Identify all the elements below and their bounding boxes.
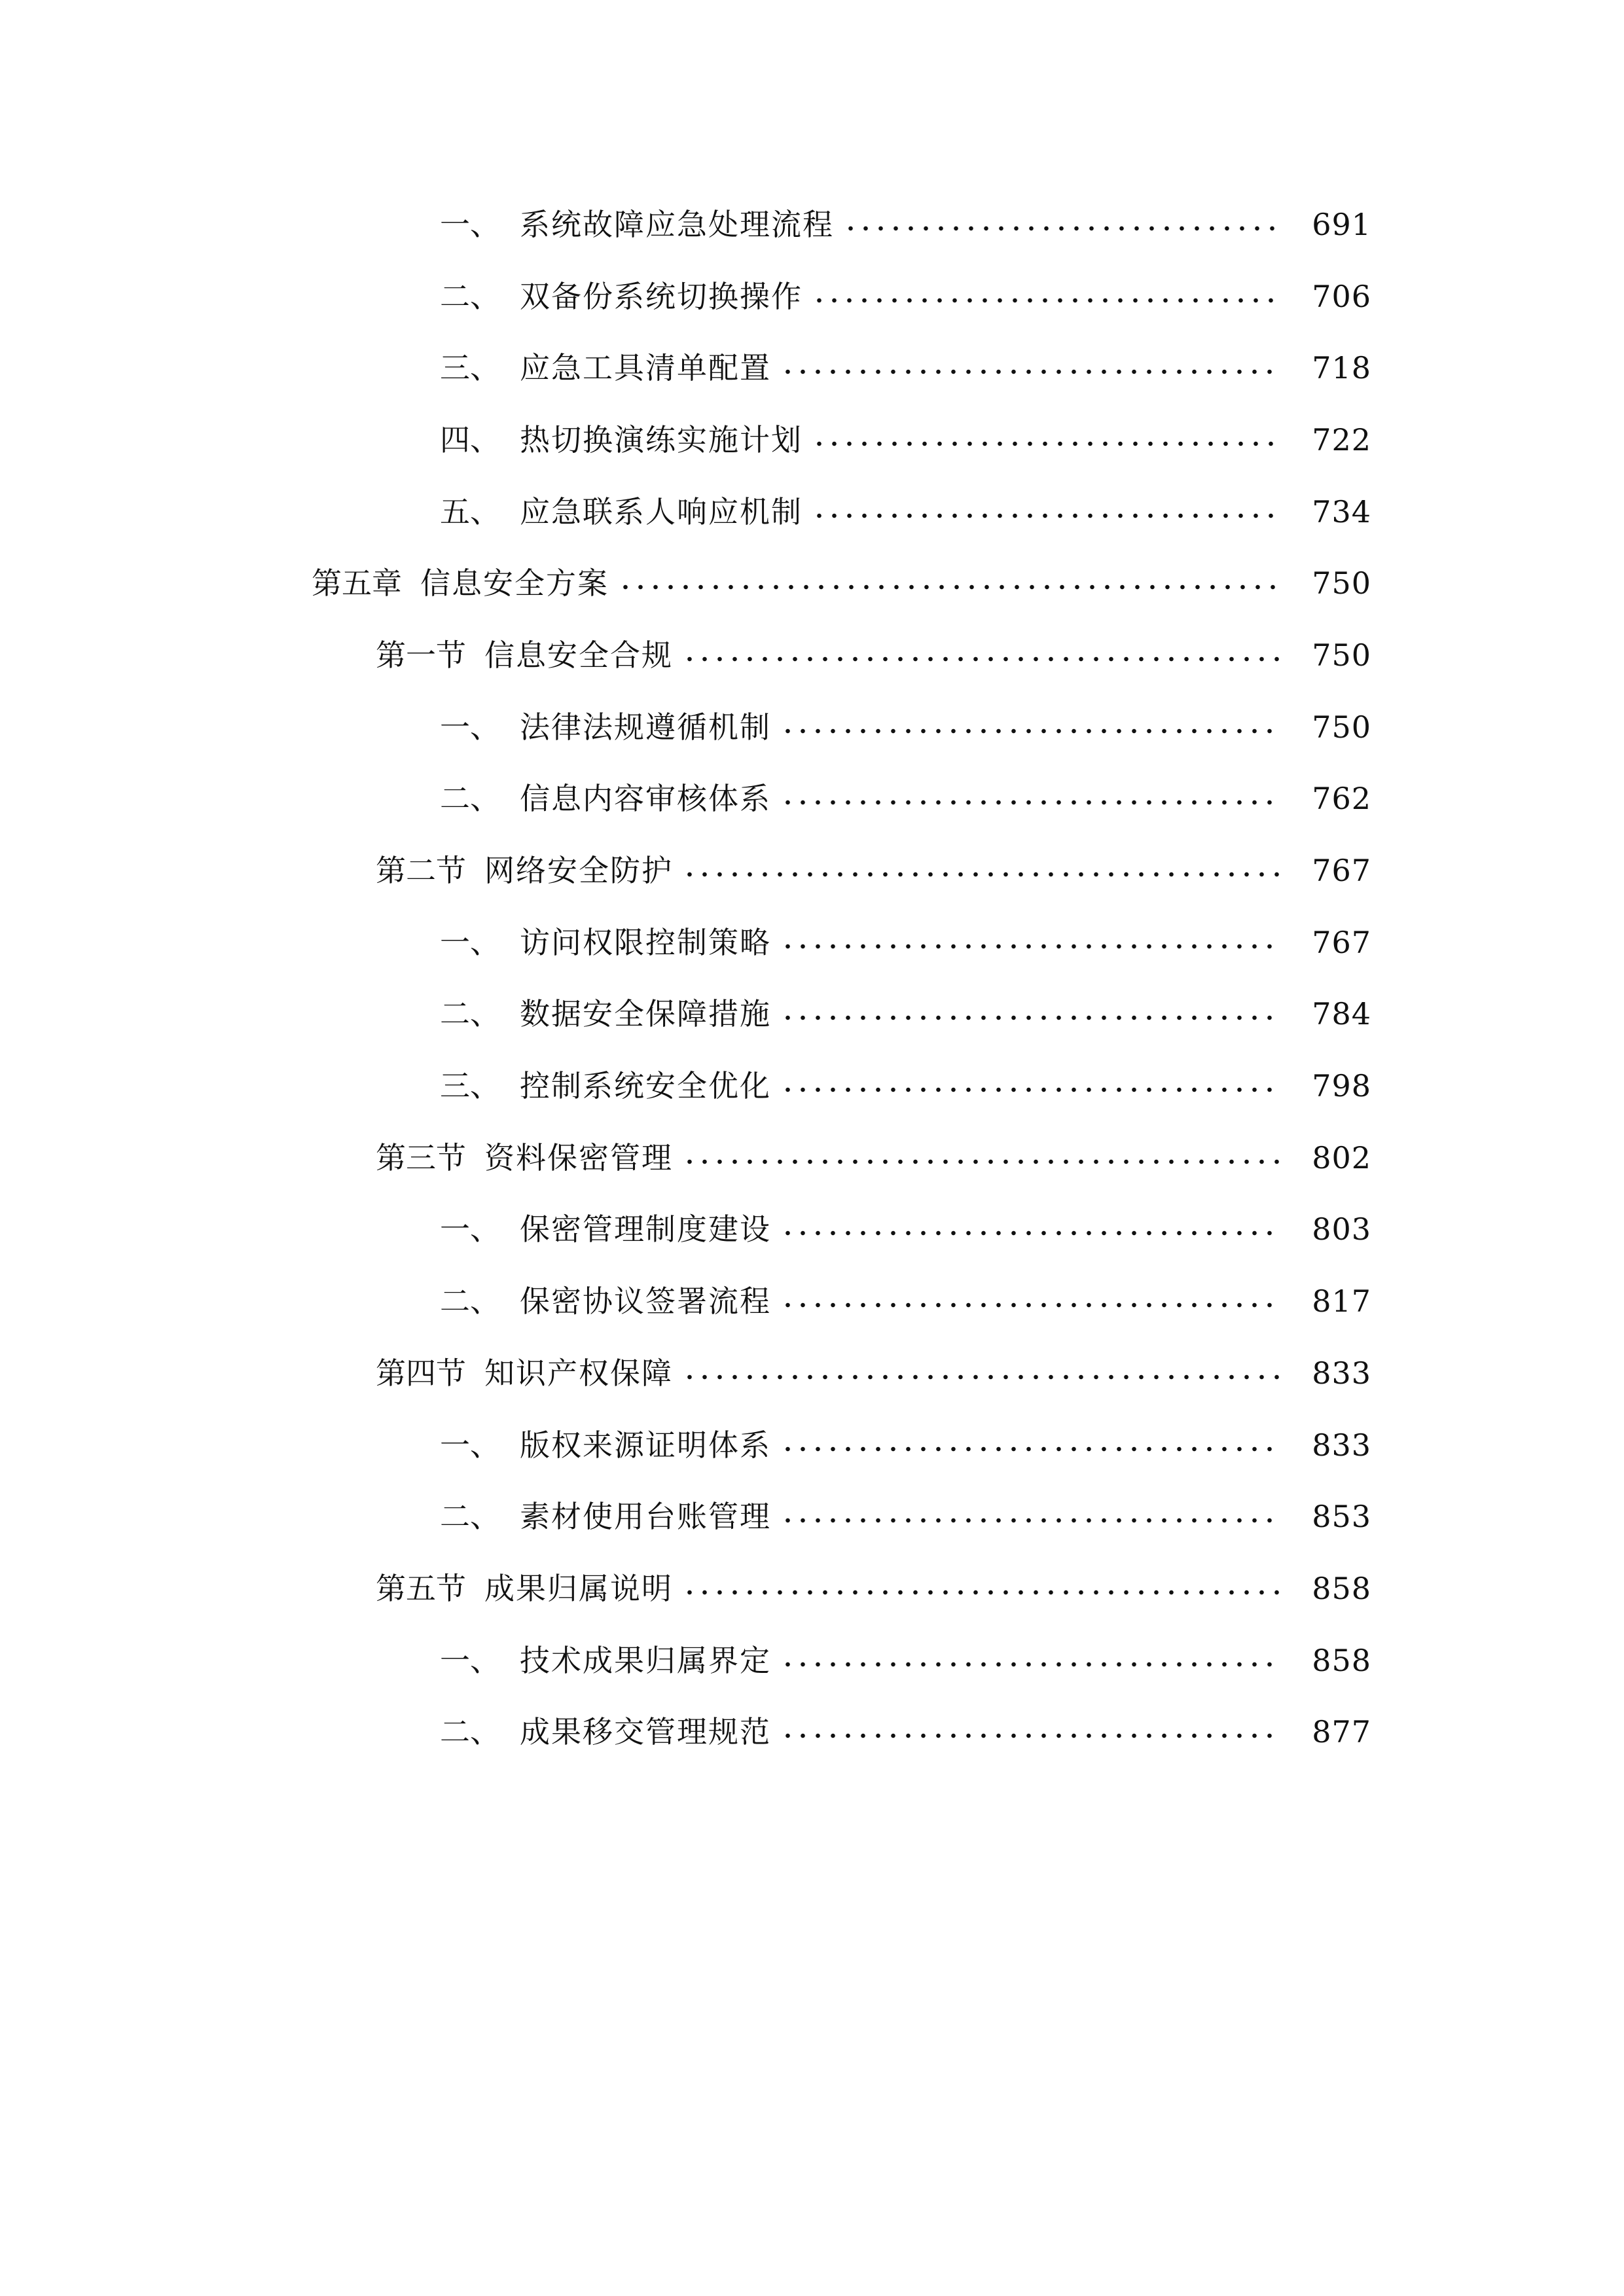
toc-entry-page: 706 (1312, 278, 1371, 314)
table-of-contents (0, 188, 1624, 1768)
toc-entry-page: 767 (1312, 924, 1371, 960)
toc-entry-page: 762 (1312, 781, 1371, 817)
toc-entry-page: 803 (1312, 1211, 1371, 1247)
toc-entry-marker: 二、 (440, 1714, 500, 1750)
toc-entry-title: 成果归属说明 (484, 1570, 673, 1606)
toc-entry-title: 信息内容审核体系 (520, 781, 771, 817)
toc-entry[interactable] (0, 1480, 1624, 1552)
dot-leader (812, 297, 1282, 304)
toc-entry-marker: 第五章 (312, 565, 402, 601)
toc-entry-page: 784 (1312, 996, 1371, 1032)
toc-entry-title: 技术成果归属界定 (520, 1642, 771, 1678)
toc-entry-page: 750 (1312, 709, 1371, 745)
toc-entry-page: 858 (1312, 1642, 1371, 1678)
dot-leader (682, 656, 1282, 662)
toc-entry-marker: 第三节 (376, 1139, 466, 1175)
toc-entry[interactable] (0, 1050, 1624, 1122)
toc-entry-title: 保密协议签署流程 (520, 1283, 771, 1319)
toc-entry-page: 798 (1312, 1068, 1371, 1104)
dot-leader (780, 368, 1282, 375)
toc-chapter-entry[interactable] (0, 547, 1624, 619)
dot-leader (780, 1517, 1282, 1524)
toc-entry[interactable] (0, 906, 1624, 978)
toc-entry-page: 750 (1312, 565, 1371, 601)
toc-entry[interactable] (0, 1409, 1624, 1481)
toc-section-entry[interactable] (0, 1337, 1624, 1409)
toc-entry-marker: 三、 (440, 1068, 500, 1104)
dot-leader (843, 225, 1282, 232)
toc-entry[interactable] (0, 1624, 1624, 1696)
toc-entry-title: 双备份系统切换操作 (520, 278, 803, 314)
toc-entry-page: 853 (1312, 1499, 1371, 1535)
toc-entry-page: 877 (1312, 1714, 1371, 1750)
dot-leader (682, 1158, 1282, 1165)
dot-leader (780, 728, 1282, 734)
toc-entry[interactable] (0, 188, 1624, 260)
toc-entry[interactable] (0, 476, 1624, 548)
toc-entry-page: 722 (1312, 422, 1371, 457)
dot-leader (780, 1086, 1282, 1093)
toc-entry-marker: 一、 (440, 924, 500, 960)
toc-entry-title: 数据安全保障措施 (520, 996, 771, 1032)
toc-entry-page: 817 (1312, 1283, 1371, 1319)
toc-entry-marker: 三、 (440, 350, 500, 386)
toc-entry[interactable] (0, 1265, 1624, 1337)
toc-entry[interactable] (0, 332, 1624, 404)
toc-entry-marker: 第一节 (376, 637, 466, 673)
toc-entry[interactable] (0, 978, 1624, 1050)
dot-leader (780, 943, 1282, 950)
toc-entry[interactable] (0, 260, 1624, 332)
dot-leader (618, 584, 1282, 590)
toc-entry-marker: 一、 (440, 206, 500, 242)
toc-entry-page: 802 (1312, 1139, 1371, 1175)
toc-section-entry[interactable] (0, 1122, 1624, 1194)
toc-entry-page: 767 (1312, 853, 1371, 889)
toc-entry-marker: 第四节 (376, 1355, 466, 1391)
dot-leader (780, 1230, 1282, 1236)
toc-entry[interactable] (0, 1696, 1624, 1768)
toc-entry-marker: 一、 (440, 1211, 500, 1247)
dot-leader (780, 1446, 1282, 1452)
dot-leader (682, 871, 1282, 878)
toc-entry-title: 信息安全方案 (420, 565, 609, 601)
toc-entry-title: 保密管理制度建设 (520, 1211, 771, 1247)
toc-section-entry[interactable] (0, 834, 1624, 906)
dot-leader (780, 799, 1282, 806)
dot-leader (682, 1589, 1282, 1596)
dot-leader (780, 1302, 1282, 1308)
toc-section-entry[interactable] (0, 1552, 1624, 1624)
toc-entry-marker: 第五节 (376, 1570, 466, 1606)
toc-entry-title: 应急工具清单配置 (520, 350, 771, 386)
toc-entry-page: 858 (1312, 1570, 1371, 1606)
toc-entry-marker: 四、 (440, 422, 500, 457)
toc-entry-marker: 五、 (440, 493, 500, 529)
toc-entry-marker: 一、 (440, 1642, 500, 1678)
dot-leader (682, 1374, 1282, 1380)
toc-entry-marker: 二、 (440, 996, 500, 1032)
toc-entry-title: 法律法规遵循机制 (520, 709, 771, 745)
toc-entry-title: 网络安全防护 (484, 853, 673, 889)
toc-entry[interactable] (0, 763, 1624, 835)
toc-entry-title: 访问权限控制策略 (520, 924, 771, 960)
toc-entry-page: 833 (1312, 1427, 1371, 1463)
toc-entry-title: 知识产权保障 (484, 1355, 673, 1391)
dot-leader (812, 512, 1282, 519)
toc-entry-marker: 二、 (440, 1283, 500, 1319)
toc-entry-page: 750 (1312, 637, 1371, 673)
dot-leader (780, 1014, 1282, 1021)
toc-entry-marker: 二、 (440, 1499, 500, 1535)
toc-entry-title: 控制系统安全优化 (520, 1068, 771, 1104)
toc-entry-page: 718 (1312, 350, 1371, 386)
toc-entry-marker: 一、 (440, 1427, 500, 1463)
toc-section-entry[interactable] (0, 619, 1624, 691)
toc-entry-marker: 二、 (440, 781, 500, 817)
toc-entry[interactable] (0, 691, 1624, 763)
toc-entry[interactable] (0, 404, 1624, 476)
dot-leader (780, 1732, 1282, 1739)
toc-entry-title: 热切换演练实施计划 (520, 422, 803, 457)
toc-entry-page: 691 (1312, 206, 1371, 242)
toc-entry[interactable] (0, 1194, 1624, 1266)
toc-entry-title: 信息安全合规 (484, 637, 673, 673)
toc-entry-title: 成果移交管理规范 (520, 1714, 771, 1750)
toc-entry-page: 833 (1312, 1355, 1371, 1391)
toc-entry-marker: 一、 (440, 709, 500, 745)
toc-entry-title: 版权来源证明体系 (520, 1427, 771, 1463)
dot-leader (812, 440, 1282, 447)
toc-entry-marker: 二、 (440, 278, 500, 314)
dot-leader (780, 1661, 1282, 1668)
toc-entry-title: 系统故障应急处理流程 (520, 206, 834, 242)
toc-entry-title: 素材使用台账管理 (520, 1499, 771, 1535)
toc-entry-title: 资料保密管理 (484, 1139, 673, 1175)
toc-entry-title: 应急联系人响应机制 (520, 493, 803, 529)
toc-entry-page: 734 (1312, 493, 1371, 529)
toc-entry-marker: 第二节 (376, 853, 466, 889)
